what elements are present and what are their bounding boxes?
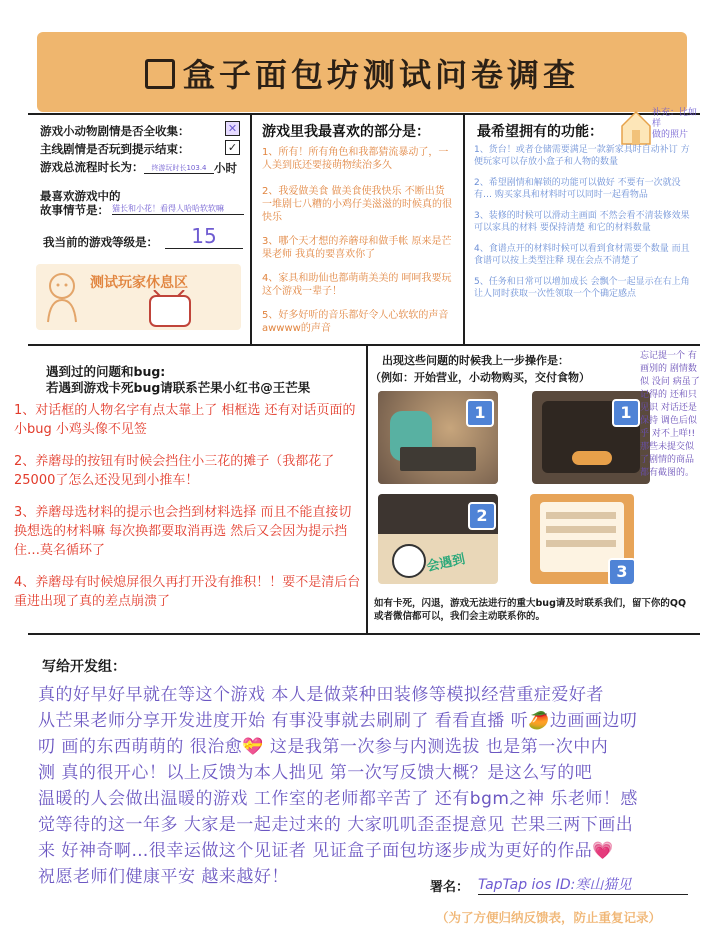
q3-value: 终游玩时长103.4 (144, 163, 214, 174)
divider-mid (28, 344, 700, 346)
bugs-list (14, 401, 362, 611)
letter-line-6: 觉等待的这一年多 大家是一起走过来的 大家叽叽歪歪提意见 芒果三两下画出 (38, 815, 634, 835)
steps-side-note: 忘记提一个 有画别的 剧情数似 没问 病虽了记得的 还和只见识 对话还是保持 调色后似乎 对不上咩!! 那些未提交似 了剧情的商品 都有截图的。 (640, 351, 700, 478)
bug-item-4: 4、养蘑母有时候熄屏很久再打开没有推积！！要不是清后台重进出现了真的差点崩溃了 (14, 575, 361, 609)
wish-item-4: 4、食谱点开的材料时候可以看到食材需要个数量 而且食谱可以按上类型注释 现在会点不清楚了 (474, 244, 690, 266)
favorite-list (262, 146, 457, 335)
q1-label: 游戏小动物剧情是否全收集： (40, 124, 190, 138)
screenshot-1 (378, 391, 498, 484)
divider-v2 (463, 113, 465, 345)
recipe-row-1 (546, 512, 616, 519)
letter-line-8: 祝愿老师们健康平安 越来越好！ (38, 867, 289, 887)
letter-line-4: 测 真的很开心！以上反馈为本人拙见 第一次写反馈大概？是这么写的吧 (38, 763, 593, 783)
steps-heading-line1: 出现这些问题的时候我上一步操作是： (382, 354, 569, 367)
q2-checkbox[interactable]: ✓ (225, 140, 240, 155)
bugs-heading-line2: 若遇到游戏卡死bug请联系芒果小红书@王芒果 (46, 380, 311, 395)
bug-item-3: 3、养蘑母选材料的提示也会挡到材料选择 而且不能直接切换想选的材料嘛 每次换都要取消再选 然后又会因为提示挡住…莫名循环了 (14, 505, 352, 558)
wish-item-2: 2、希望剧情和解锁的功能可以做好 不要有一次就没有… 购买家具和材料时可以同时一起看物品 (474, 178, 681, 200)
wish-side-note (652, 108, 700, 141)
tv-doodle-icon (146, 290, 196, 328)
rest-area-sticker (36, 264, 241, 330)
house-doodle-icon (618, 108, 654, 148)
q4-label-line2: 故事情节是： (40, 203, 109, 217)
wish-list (474, 144, 696, 300)
q5-value: 15 (165, 224, 243, 249)
q3-unit: 小时 (214, 161, 237, 175)
q2-label: 主线剧情是否玩到提示结束： (40, 142, 190, 156)
favorite-heading: 游戏里我最喜欢的部分是： (262, 124, 430, 140)
shot-number-3: 2 (468, 502, 496, 530)
page-title-text: 盒子面包坊测试问卷调查 (182, 56, 579, 94)
letter-line-5: 温暖的人会做出温暖的游戏 工作室的老师都辛苦了 还有bgm之神 乐老师！感 (38, 789, 638, 809)
wish-side-note-line1: 补充：比如样 (652, 108, 698, 129)
letter-line-2: 从芒果老师分享开发进度开始 有事没事就去刷刷了 看看直播 听🥭边画画边叨 (38, 711, 638, 731)
page-title (37, 50, 687, 96)
shot-number-1: 1 (466, 399, 494, 427)
dialog-box (400, 447, 476, 471)
wish-item-3: 3、装修的时候可以滑动主画面 不然会看不清装修效果 可以家具的材料 要保持清楚 和它的材料数量 (474, 211, 690, 233)
box-icon (145, 59, 175, 89)
header-banner (37, 32, 687, 112)
letter-heading: 写给开发组： (42, 659, 126, 675)
wish-side-note-line2: 做的照片 (652, 130, 689, 140)
favorite-item-4: 4、家具和助仙也都萌萌美美的 呵呵我要玩这个游戏一辈子！ (262, 273, 452, 297)
letter-line-3: 叨 画的东西萌萌的 很治愈💝 这是我第一次参与内测选拔 也是第一次中内 (38, 737, 609, 757)
q4-label-line1: 最喜欢游戏中的 (40, 189, 121, 203)
divider-v3 (366, 344, 368, 634)
bug-item-2: 2、养蘑母的按钮有时候会挡住小三花的摊子（我都花了25000了怎么还没见到小推车！ (14, 454, 335, 488)
q1-checkbox[interactable]: ✕ (225, 121, 240, 136)
caption-meet: 会遇到 (425, 552, 467, 575)
sticker-text: 测试玩家休息区 (90, 275, 188, 291)
letter-body (38, 682, 698, 890)
favorite-item-5: 5、好多好听的音乐都好令人心软软的声音 awwww的声音 (262, 310, 449, 334)
q5-label: 我当前的游戏等级是： (43, 235, 158, 249)
character-doodle-icon (42, 270, 82, 324)
letter-line-7: 来 好神奇啊…很幸运做这个见证者 见证盒子面包坊逐步成为更好的作品💗 (38, 841, 614, 861)
divider-top (28, 113, 700, 115)
q4-value: 猫长和小花！看得人哈哈软软嘛 (112, 203, 244, 215)
cat-character-icon (392, 544, 426, 578)
confirm-button[interactable] (572, 451, 612, 465)
recipe-row-3 (546, 540, 616, 547)
screenshot-3 (378, 494, 498, 584)
wish-item-5: 5、任务和日常可以增加成长 会飘个一起显示在右上角 让人同时获取一次性领取一个个确定感点 (474, 277, 690, 299)
wish-item-1: 1、货台！或者仓储需要满足一款新家具时自动补订 方便玩家可以存放小盒子和人物的数量 (474, 145, 690, 167)
shot-number-2: 1 (612, 399, 640, 427)
divider-v1 (250, 113, 252, 345)
favorite-item-1: 1、所有！所有角色和我都猜流暴动了，一人美到底还要接萌物续治多久 (262, 147, 449, 171)
wish-heading: 最希望拥有的功能： (477, 124, 603, 140)
screenshot-4 (530, 494, 634, 584)
recipe-row-2 (546, 526, 616, 533)
shot-number-4: 3 (608, 558, 634, 584)
divider-bottom (28, 633, 700, 635)
signature-label: 署名： (430, 880, 470, 895)
bugs-heading-line1: 遇到过的问题和bug: (46, 364, 166, 379)
favorite-item-2: 2、我爱做美食 做美食使我快乐 不断出货 一堆剧七八糟的小鸡仔美滋滋的时候真的很快乐 (262, 186, 452, 223)
signature-value: TapTap ios ID:寒山猫见 (478, 874, 688, 895)
screenshot-2 (532, 391, 650, 484)
footer-note: （为了方便归纳反馈表，防止重复记录） (436, 910, 662, 925)
q3-label: 游戏总流程时长为： (40, 160, 144, 174)
bug-item-1: 1、对话框的人物名字有点太靠上了 相框选 还有对话页面的小bug 小鸡头像不见签 (14, 403, 356, 437)
contact-note: 如有卡死，闪退，游戏无法进行的重大bug请及时联系我们，留下你的QQ或者微信都可以，我们会主动联系你的。 (374, 598, 687, 622)
letter-line-1: 真的好早好早就在等这个游戏 本人是做菜种田装修等模拟经营重症爱好者 (38, 685, 604, 705)
favorite-item-3: 3、哪个天才想的养蘑母和做手帐 原来是芒果老师 我真的要喜欢你了 (262, 236, 452, 260)
steps-heading-line2: （例如：开始营业，小动物购买，交付食物） (370, 371, 590, 384)
